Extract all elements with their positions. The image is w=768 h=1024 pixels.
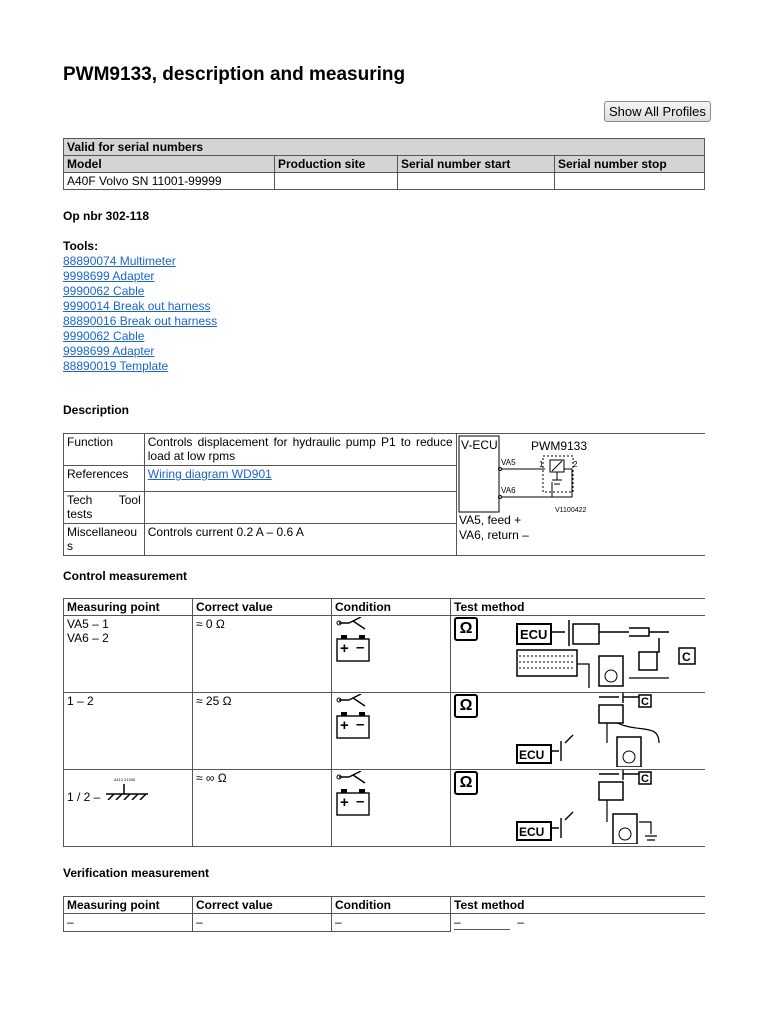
correct-value: ≈ 0 Ω [193, 616, 332, 693]
measure-point: 1 / 2 – [67, 790, 101, 804]
svg-text:–: – [356, 716, 365, 733]
op-number: Op nbr 302-118 [63, 209, 150, 223]
svg-text:C: C [682, 650, 691, 664]
va6-label: VA6 [500, 486, 516, 495]
col-test-method: Test method [451, 599, 706, 616]
diagram-note-return: VA6, return – [458, 528, 529, 542]
col-measuring-point: Measuring point [64, 897, 193, 914]
tool-link[interactable]: 88890074 Multimeter [63, 254, 176, 268]
key-off-battery-icon [335, 694, 375, 742]
svg-text:A112 21930: A112 21930 [114, 777, 136, 782]
svg-text:C: C [641, 696, 649, 708]
measure-point-cell [64, 770, 193, 847]
serial-caption: Valid for serial numbers [64, 139, 705, 156]
tools-label: Tools: [63, 239, 99, 253]
references-label: References [64, 466, 145, 492]
col-correct-value: Correct value [193, 897, 332, 914]
misc-label: Miscellaneous [64, 524, 145, 556]
page-title: PWM9133, description and measuring [63, 64, 406, 85]
tech-tool-label: Tech Tool tests [64, 492, 145, 524]
svg-text:–: – [356, 639, 365, 656]
function-value: Controls displacement for hydraulic pump P1 to reduce load at low rpms [144, 434, 456, 466]
tech-tool-value [144, 492, 456, 524]
svg-text:–: – [356, 793, 365, 810]
cell-model: A40F Volvo SN 11001-99999 [64, 173, 275, 190]
component-label: PWM9133 [530, 439, 587, 453]
test-method-cell [451, 693, 706, 770]
correct-value: ≈ ∞ Ω [193, 770, 332, 847]
measure-point-cell [64, 616, 193, 693]
col-serial-stop: Serial number stop [555, 156, 705, 173]
verification-table [63, 896, 705, 932]
misc-value: Controls current 0.2 A – 0.6 A [144, 524, 456, 556]
svg-text:C: C [641, 773, 649, 785]
verification-condition: – [332, 914, 451, 932]
verification-method-extra: – [517, 915, 525, 929]
tool-link[interactable]: 88890016 Break out harness [63, 314, 218, 328]
test-method-cell [451, 770, 706, 847]
pin2-label: 2 [572, 460, 578, 469]
col-model: Model [64, 156, 275, 173]
correct-value: ≈ 25 Ω [193, 693, 332, 770]
tool-link[interactable]: 9998699 Adapter [63, 269, 155, 283]
key-off-battery-icon [335, 771, 375, 819]
pwm-circuit-diagram [457, 434, 703, 552]
ohm-meter-icon: Ω [454, 617, 478, 641]
tool-link[interactable]: 9990062 Cable [63, 284, 145, 298]
svg-text:+: + [340, 794, 349, 811]
va5-pin-icon [498, 468, 501, 471]
function-label: Function [64, 434, 145, 466]
col-test-method: Test method [451, 897, 706, 914]
verification-value: – [193, 914, 332, 932]
test-method-cell [451, 616, 706, 693]
verification-method: – [454, 915, 510, 930]
test-setup-icon [489, 693, 709, 767]
control-heading: Control measurement [63, 569, 188, 583]
verification-method-cell [451, 914, 706, 932]
svg-text:+: + [340, 640, 349, 657]
svg-text:ECU: ECU [519, 825, 545, 839]
measure-point-cell [64, 693, 193, 770]
pin1-label: 1 [538, 460, 544, 469]
tool-link[interactable]: 9990014 Break out harness [63, 299, 211, 313]
pwm-housing-icon [543, 456, 573, 492]
diagram-note-feed: VA5, feed + [458, 513, 521, 527]
tools-list [63, 254, 217, 374]
description-table [63, 433, 705, 556]
key-off-battery-icon [335, 617, 375, 665]
va5-label: VA5 [500, 458, 516, 467]
ohm-meter-icon: Ω [454, 771, 478, 795]
test-setup-icon [489, 618, 709, 688]
col-production-site: Production site [275, 156, 398, 173]
verification-heading: Verification measurement [63, 866, 210, 880]
vecu-label: V-ECU [460, 438, 498, 452]
tool-link[interactable]: 9998699 Adapter [63, 344, 155, 358]
tool-link[interactable]: 88890019 Template [63, 359, 169, 373]
show-all-profiles-button[interactable]: Show All Profiles [604, 101, 711, 122]
svg-text:ECU: ECU [519, 748, 545, 762]
col-serial-start: Serial number start [398, 156, 555, 173]
condition-cell [332, 770, 451, 847]
svg-text:+: + [340, 717, 349, 734]
ohm-meter-icon: Ω [454, 694, 478, 718]
col-condition: Condition [332, 599, 451, 616]
col-correct-value: Correct value [193, 599, 332, 616]
cell-serial-start [398, 173, 555, 190]
condition-cell [332, 616, 451, 693]
cell-production-site [275, 173, 398, 190]
test-setup-icon [489, 770, 709, 844]
control-table [63, 598, 705, 847]
measure-point: VA6 – 2 [67, 631, 109, 645]
diagram-ref: V1100422 [554, 507, 587, 514]
wiring-diagram [456, 434, 705, 556]
measure-point: VA5 – 1 [67, 617, 109, 631]
col-condition: Condition [332, 897, 451, 914]
wiring-diagram-link[interactable]: Wiring diagram WD901 [147, 467, 272, 481]
condition-cell [332, 693, 451, 770]
cell-serial-stop [555, 173, 705, 190]
serial-table [63, 138, 705, 190]
verification-point: – [64, 914, 193, 932]
col-measuring-point: Measuring point [64, 599, 193, 616]
ground-symbol-icon [104, 776, 152, 800]
svg-text:ECU: ECU [520, 627, 548, 642]
tool-link[interactable]: 9990062 Cable [63, 329, 145, 343]
measure-point: 1 – 2 [67, 694, 94, 708]
va6-pin-icon [498, 496, 501, 499]
description-heading: Description [63, 403, 130, 417]
